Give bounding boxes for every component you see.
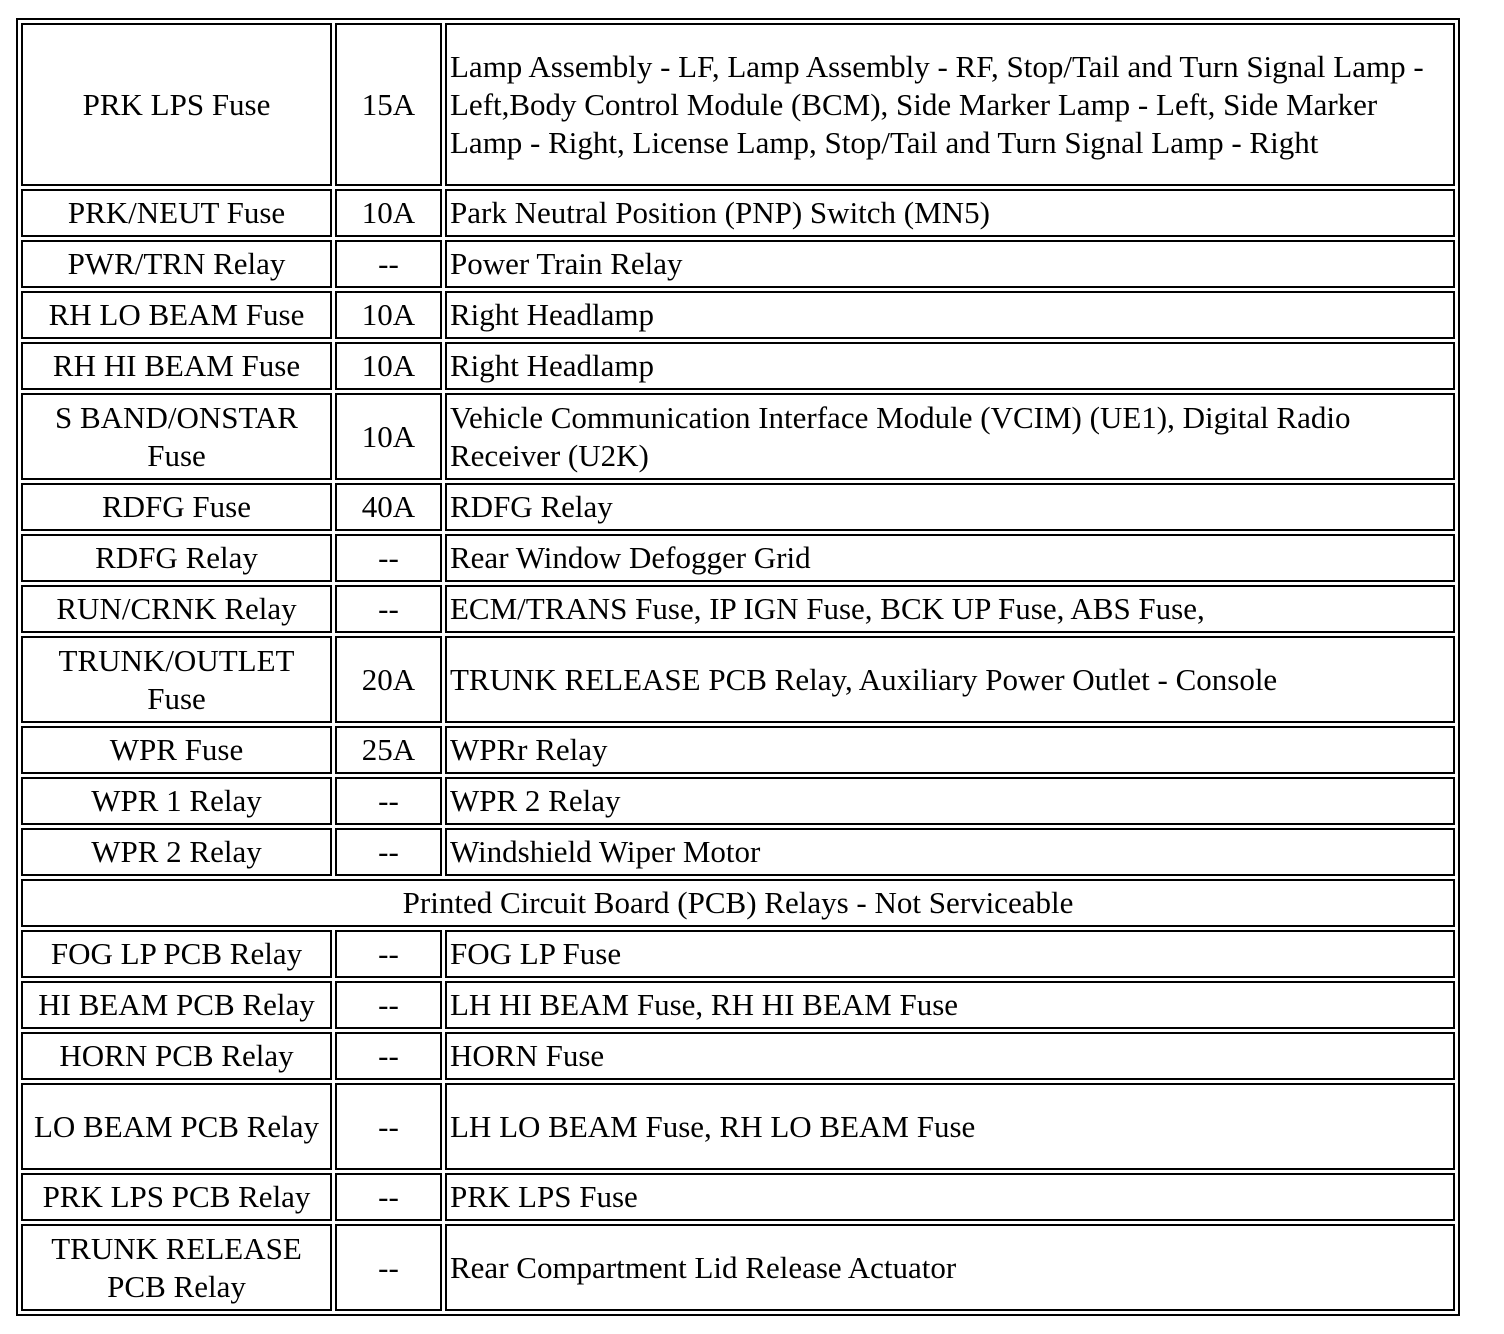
table-row (21, 342, 1455, 390)
table-row (21, 291, 1455, 339)
table-row (21, 585, 1455, 633)
component-name-cell: LO BEAM PCB Relay (21, 1083, 332, 1170)
rating-cell: -- (335, 534, 442, 582)
description-cell: Windshield Wiper Motor (445, 828, 1455, 876)
table-row (21, 981, 1455, 1029)
component-name-cell: RH HI BEAM Fuse (21, 342, 332, 390)
table-row (21, 726, 1455, 774)
rating-cell: -- (335, 1083, 442, 1170)
rating-cell: -- (335, 828, 442, 876)
rating-cell: -- (335, 930, 442, 978)
rating-cell: -- (335, 240, 442, 288)
rating-cell: 10A (335, 342, 442, 390)
component-name-cell: HORN PCB Relay (21, 1032, 332, 1080)
component-name-cell: RUN/CRNK Relay (21, 585, 332, 633)
component-name-cell: WPR Fuse (21, 726, 332, 774)
component-name-cell: TRUNK/OUTLET Fuse (21, 636, 332, 723)
description-cell: Right Headlamp (445, 342, 1455, 390)
rating-cell: -- (335, 777, 442, 825)
rating-cell: -- (335, 1032, 442, 1080)
section-header-row (21, 879, 1455, 927)
description-cell: Lamp Assembly - LF, Lamp Assembly - RF, Stop/Tail and Turn Signal Lamp - Left,Body Control Module (BCM), Side Marker Lamp - Left, Side Marker Lamp - Right, License Lamp, Stop/Tail and Turn Signal Lamp - Right (445, 23, 1455, 186)
component-name-cell: RDFG Fuse (21, 483, 332, 531)
table-row (21, 930, 1455, 978)
component-name-cell: RDFG Relay (21, 534, 332, 582)
description-cell: ECM/TRANS Fuse, IP IGN Fuse, BCK UP Fuse, ABS Fuse, (445, 585, 1455, 633)
description-cell: LH LO BEAM Fuse, RH LO BEAM Fuse (445, 1083, 1455, 1170)
description-cell: FOG LP Fuse (445, 930, 1455, 978)
rating-cell: 10A (335, 189, 442, 237)
component-name-cell: PRK LPS PCB Relay (21, 1173, 332, 1221)
description-cell: HORN Fuse (445, 1032, 1455, 1080)
description-cell: Vehicle Communication Interface Module (VCIM) (UE1), Digital Radio Receiver (U2K) (445, 393, 1455, 480)
description-cell: Rear Window Defogger Grid (445, 534, 1455, 582)
component-name-cell: PRK LPS Fuse (21, 23, 332, 186)
component-name-cell: TRUNK RELEASE PCB Relay (21, 1224, 332, 1311)
table-row (21, 777, 1455, 825)
fuse-relay-table (18, 20, 1458, 1314)
section-header: Printed Circuit Board (PCB) Relays - Not Serviceable (21, 879, 1455, 927)
table-row (21, 189, 1455, 237)
table-row (21, 483, 1455, 531)
description-cell: Park Neutral Position (PNP) Switch (MN5) (445, 189, 1455, 237)
description-cell: Right Headlamp (445, 291, 1455, 339)
rating-cell: -- (335, 1173, 442, 1221)
description-cell: LH HI BEAM Fuse, RH HI BEAM Fuse (445, 981, 1455, 1029)
component-name-cell: WPR 2 Relay (21, 828, 332, 876)
rating-cell: 15A (335, 23, 442, 186)
table-row (21, 393, 1455, 480)
rating-cell: -- (335, 981, 442, 1029)
component-name-cell: WPR 1 Relay (21, 777, 332, 825)
component-name-cell: HI BEAM PCB Relay (21, 981, 332, 1029)
table-row (21, 1083, 1455, 1170)
rating-cell: -- (335, 585, 442, 633)
component-name-cell: S BAND/ONSTAR Fuse (21, 393, 332, 480)
description-cell: Rear Compartment Lid Release Actuator (445, 1224, 1455, 1311)
description-cell: RDFG Relay (445, 483, 1455, 531)
table-row (21, 240, 1455, 288)
description-cell: Power Train Relay (445, 240, 1455, 288)
component-name-cell: RH LO BEAM Fuse (21, 291, 332, 339)
rating-cell: 20A (335, 636, 442, 723)
component-name-cell: PRK/NEUT Fuse (21, 189, 332, 237)
description-cell: PRK LPS Fuse (445, 1173, 1455, 1221)
rating-cell: -- (335, 1224, 442, 1311)
component-name-cell: FOG LP PCB Relay (21, 930, 332, 978)
table-row (21, 534, 1455, 582)
rating-cell: 10A (335, 291, 442, 339)
description-cell: WPRr Relay (445, 726, 1455, 774)
table-row (21, 828, 1455, 876)
component-name-cell: PWR/TRN Relay (21, 240, 332, 288)
table-row (21, 1173, 1455, 1221)
rating-cell: 25A (335, 726, 442, 774)
table-row (21, 23, 1455, 186)
description-cell: TRUNK RELEASE PCB Relay, Auxiliary Power Outlet - Console (445, 636, 1455, 723)
table-row (21, 1032, 1455, 1080)
rating-cell: 40A (335, 483, 442, 531)
rating-cell: 10A (335, 393, 442, 480)
description-cell: WPR 2 Relay (445, 777, 1455, 825)
fuse-relay-table-frame (16, 18, 1460, 1316)
table-row (21, 1224, 1455, 1311)
table-row (21, 636, 1455, 723)
